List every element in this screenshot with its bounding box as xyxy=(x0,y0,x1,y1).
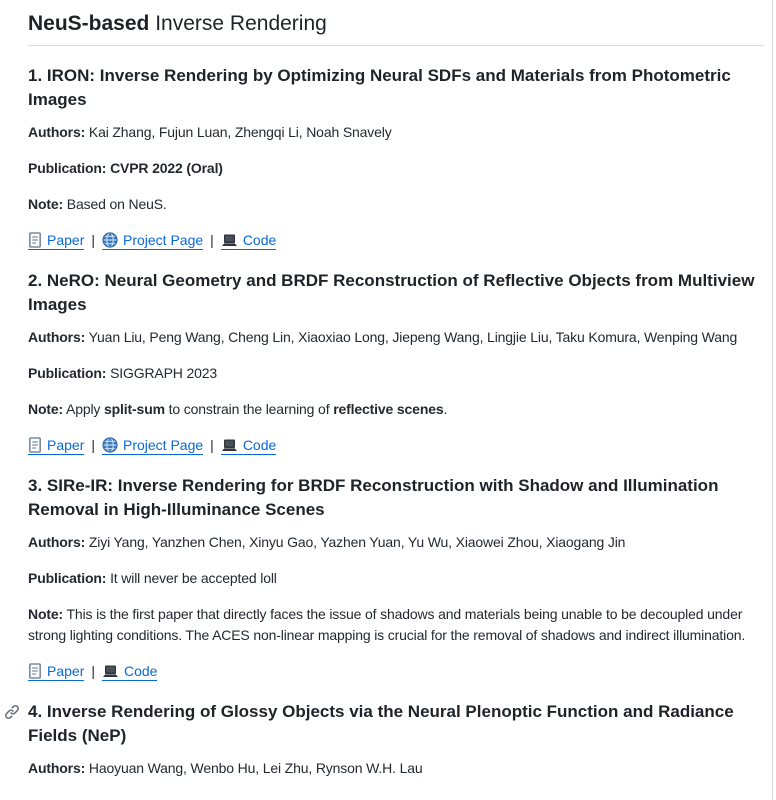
authors-value: Kai Zhang, Fujun Luan, Zhengqi Li, Noah Snavely xyxy=(88,124,392,140)
code-link[interactable]: Code xyxy=(221,437,276,455)
authors-line xyxy=(28,532,764,553)
paper-link[interactable]: Paper xyxy=(28,437,84,455)
project-page-link[interactable]: Project Page xyxy=(102,437,203,455)
link-separator: | xyxy=(91,663,95,679)
authors-label: Authors: xyxy=(28,760,86,776)
link-separator: | xyxy=(91,437,95,453)
page-title-bold: NeuS-based xyxy=(28,12,150,35)
authors-line xyxy=(28,758,764,779)
link-separator: | xyxy=(210,437,214,453)
authors-line xyxy=(28,327,764,348)
publication-line xyxy=(28,568,764,589)
note-value: . xyxy=(443,401,448,417)
publication-label: Publication: xyxy=(28,365,107,381)
paper-links xyxy=(28,230,764,251)
link-separator: | xyxy=(210,232,214,248)
note-line xyxy=(28,194,764,215)
note-label: Note: xyxy=(28,196,64,212)
paper-heading-1: 1. IRON: Inverse Rendering by Optimizing Neural SDFs and Materials from Photometric Images xyxy=(28,66,731,109)
note-label: Note: xyxy=(28,606,64,622)
publication-value: SIGGRAPH 2023 xyxy=(110,365,218,381)
authors-value: Haoyuan Wang, Wenbo Hu, Lei Zhu, Rynson W.H. Lau xyxy=(88,760,423,776)
note-line xyxy=(28,399,764,420)
authors-label: Authors: xyxy=(28,329,86,345)
laptop-icon xyxy=(221,438,238,453)
publication-line xyxy=(28,363,764,384)
link-chain-icon xyxy=(4,704,20,720)
link-separator: | xyxy=(91,232,95,248)
project-page-link[interactable]: Project Page xyxy=(102,232,203,250)
publication-line xyxy=(28,158,764,179)
note-label: Note: xyxy=(28,401,64,417)
note-value-bold: split-sum xyxy=(104,401,165,417)
paper-icon xyxy=(28,663,42,679)
laptop-icon xyxy=(221,233,238,248)
authors-value: Yuan Liu, Peng Wang, Cheng Lin, Xiaoxiao Long, Jiepeng Wang, Lingjie Liu, Taku Komura, Wenping Wang xyxy=(88,329,738,345)
page-title-rest: Inverse Rendering xyxy=(155,12,327,35)
authors-value: Ziyi Yang, Yanzhen Chen, Xinyu Gao, Yazhen Yuan, Yu Wu, Xiaowei Zhou, Xiaogang Jin xyxy=(88,534,626,550)
note-value-bold: reflective scenes xyxy=(333,401,444,417)
note-value: to constrain the learning of xyxy=(164,401,334,417)
publication-label: Publication: xyxy=(28,160,107,176)
paper-heading-3: 3. SIRe-IR: Inverse Rendering for BRDF Reconstruction with Shadow and Illumination Removal in High-Illuminance Scenes xyxy=(28,476,719,519)
paper-icon xyxy=(28,232,42,248)
authors-label: Authors: xyxy=(28,534,86,550)
globe-icon xyxy=(102,437,118,453)
publication-value: It will never be accepted loll xyxy=(110,570,277,586)
heading-anchor-link[interactable] xyxy=(4,704,20,720)
globe-icon xyxy=(102,232,118,248)
note-value: Based on NeuS. xyxy=(66,196,167,212)
paper-links xyxy=(28,435,764,456)
paper-heading-2: 2. NeRO: Neural Geometry and BRDF Reconstruction of Reflective Objects from Multiview Images xyxy=(28,271,755,314)
paper-icon xyxy=(28,437,42,453)
note-line xyxy=(28,604,764,646)
note-value: This is the first paper that directly faces the issue of shadows and materials being unable to be decoupled under strong lighting conditions. The ACES non-linear mapping is crucial for the removal of shadows and indirect illumination. xyxy=(28,606,746,643)
paper-link[interactable]: Paper xyxy=(28,232,84,250)
page-title xyxy=(28,10,764,46)
note-value: Apply xyxy=(66,401,105,417)
publication-value: CVPR 2022 (Oral) xyxy=(110,160,223,176)
page-right-border xyxy=(772,0,773,800)
authors-line xyxy=(28,122,764,143)
publication-label: Publication: xyxy=(28,570,107,586)
laptop-icon xyxy=(102,664,119,679)
authors-label: Authors: xyxy=(28,124,86,140)
paper-links xyxy=(28,661,764,682)
paper-link[interactable]: Paper xyxy=(28,663,84,681)
code-link[interactable]: Code xyxy=(102,663,157,681)
code-link[interactable]: Code xyxy=(221,232,276,250)
paper-heading-4: 4. Inverse Rendering of Glossy Objects via the Neural Plenoptic Function and Radiance Fields (NeP) xyxy=(28,700,764,748)
